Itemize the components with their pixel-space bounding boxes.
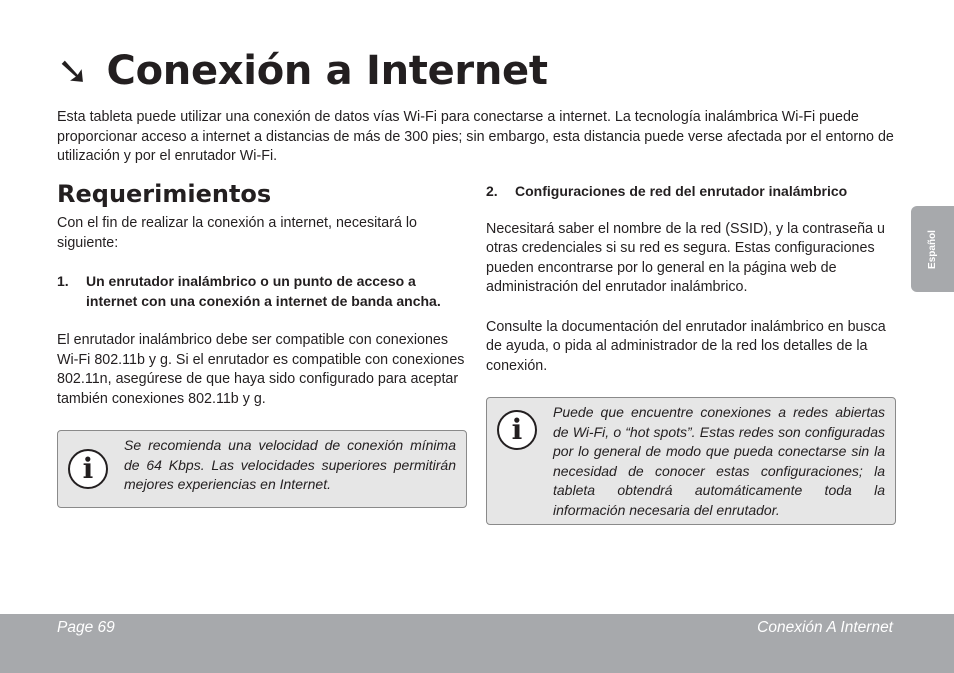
right-column	[486, 178, 896, 525]
lead-paragraph: Con el fin de realizar la conexión a internet, necesitará lo siguiente:	[57, 215, 418, 251]
list-item-1	[57, 272, 467, 311]
info-note-box	[57, 430, 467, 508]
list-item-text: Configuraciones de red del enrutador inalámbrico	[515, 183, 848, 199]
info-icon: i	[68, 449, 108, 489]
intro-paragraph: Esta tableta puede utilizar una conexión de datos vías Wi-Fi para conectarse a internet. La tecnología inalámbrica Wi-Fi puede proporcionar acceso a internet a distancias de más de 300 pies; sin embargo, esta distancia puede verse afectada por el entorno de utilización y por el enrutador Wi-Fi.	[57, 109, 894, 164]
documentation-paragraph: Consulte la documentación del enrutador inalámbrico en busca de ayuda, o pida al administrador de la red los detalles de la conexión.	[486, 318, 886, 374]
info-note-text: Se recomienda una velocidad de conexión mínima de 64 Kbps. Las velocidades superiores permitirán mejores experiencias en Internet.	[124, 437, 456, 492]
list-item-number: 2.	[486, 183, 498, 199]
list-item-2	[486, 182, 896, 202]
info-icon: i	[497, 410, 537, 450]
footer-section-title: Conexión A Internet	[757, 619, 893, 636]
page-number: Page 69	[57, 619, 115, 636]
left-column	[57, 178, 467, 508]
page-title-text: Conexión a Internet	[106, 48, 548, 94]
list-item-text: Un enrutador inalámbrico o un punto de acceso a internet con una conexión a internet de banda ancha.	[86, 273, 441, 309]
section-heading: Requerimientos	[57, 180, 272, 208]
arrow-icon: ➘	[57, 49, 89, 93]
compatibility-paragraph: El enrutador inalámbrico debe ser compatible con conexiones Wi-Fi 802.11b y g. Si el enrutador es compatible con conexiones 802.11n, asegúrese de que haya sido configurado para aceptar también conexiones 802.11b y g.	[57, 332, 465, 407]
language-tab	[911, 206, 954, 292]
info-note-box	[486, 397, 896, 525]
network-settings-paragraph: Necesitará saber el nombre de la red (SSID), y la contraseña u otras credenciales si su red es segura. Estas configuraciones pueden encontrarse por lo general en la página web de administración del enrutador inalámbrico.	[486, 220, 885, 295]
footer-band	[0, 614, 954, 673]
list-item-number: 1.	[57, 273, 69, 289]
page-title	[57, 48, 548, 94]
language-tab-label: Español	[927, 229, 938, 269]
info-note-text: Puede que encuentre conexiones a redes abiertas de Wi-Fi, o “hot spots”. Estas redes son configuradas por lo general de modo que pueda conectarse sin la necesidad de conocer estas configuraciones; la tableta obtendrá automáticamente toda la información necesaria del enrutador.	[553, 404, 885, 518]
